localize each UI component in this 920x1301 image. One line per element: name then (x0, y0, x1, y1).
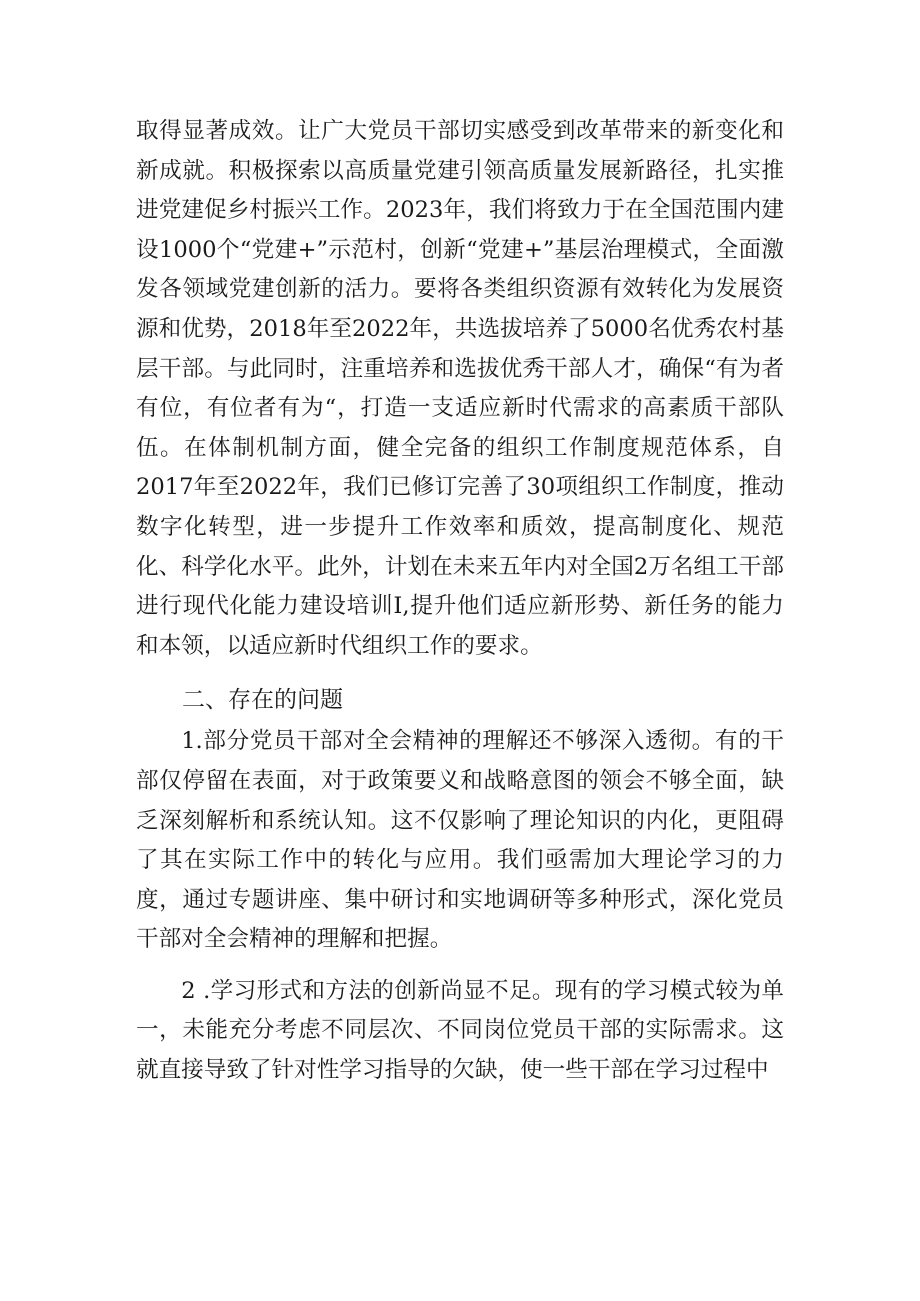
document-page (136, 112, 784, 1091)
paragraph-intro: 取得显著成效。让广大党员干部切实感受到改革带来的新变化和新成就。积极探索以高质量党建引领高质量发展新路径，扎实推进党建促乡村振兴工作。2023年，我们将致力于在全国范围内建设1000个“党建+”示范村，创新“党建+”基层治理模式，全面激发各领域党建创新的活力。要将各类组织资源有效转化为发展资源和优势，2018年至2022年，共选拔培养了5000名优秀农村基层干部。与此同时，注重培养和选拔优秀干部人才，确保“有为者有位，有位者有为“，打造一支适应新时代需求的高素质干部队伍。在体制机制方面，健全完备的组织工作制度规范体系，自2017年至2022年，我们已修订完善了30项组织工作制度，推动数字化转型，进一步提升工作效率和质效，提高制度化、规范化、科学化水平。此外，计划在未来五年内对全国2万名组工干部进行现代化能力建设培训I,提升他们适应新形势、新任务的能力和本领，以适应新时代组织工作的要求。 (136, 118, 784, 659)
paragraph-gap (136, 960, 784, 972)
paragraph-gap (136, 666, 784, 678)
problem-item-1: 1.部分党员干部对全会精神的理解还不够深入透彻。有的干部仅停留在表面，对于政策要义和战略意图的领会不够全面，缺乏深刻解析和系统认知。这不仅影响了理论知识的内化，更阻碍了其在实际工作中的转化与应用。我们亟需加大理论学习的力度，通过专题讲座、集中研讨和实地调研等多种形式，深化党员干部对全会精神的理解和把握。 (136, 728, 784, 953)
section-heading: 二、存在的问题 (182, 687, 343, 714)
problem-item-2: 2 .学习形式和方法的创新尚显不足。现有的学习模式较为单一，未能充分考虑不同层次、不同岗位党员干部的实际需求。这就直接导致了针对性学习指导的欠缺，使一些干部在学习过程中 (136, 977, 784, 1084)
